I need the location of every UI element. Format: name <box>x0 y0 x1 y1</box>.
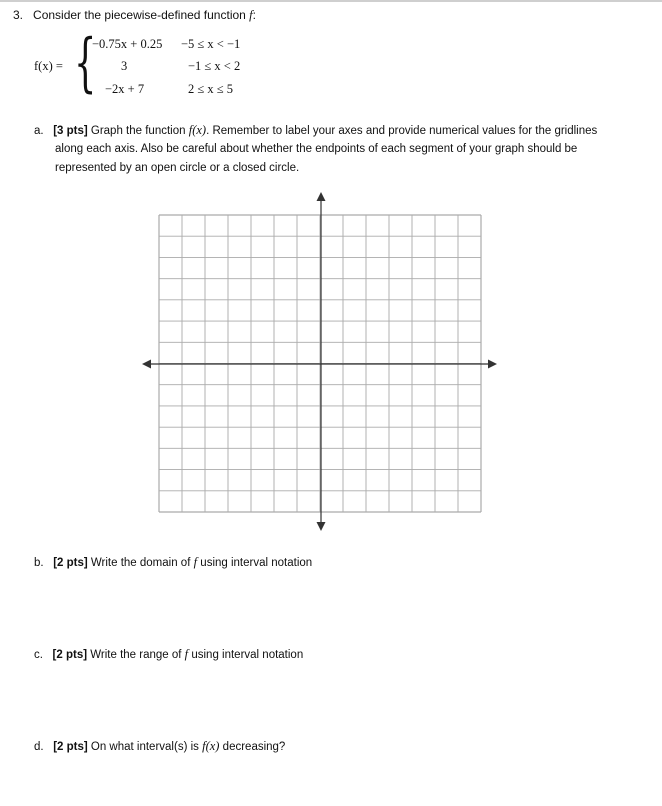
piecewise-row-2-expr: 3 <box>121 59 128 73</box>
part-a-line3: represented by an open circle or a closed circle. <box>55 162 300 174</box>
part-c-math: f <box>184 647 189 661</box>
part-b-post: using interval notation <box>200 557 313 569</box>
question-text: Consider the piecewise-defined function <box>33 8 246 22</box>
part-d-post: decreasing? <box>222 741 286 753</box>
part-d-points: [2 pts] <box>53 741 88 753</box>
part-d-pre: On what interval(s) is <box>90 741 199 753</box>
part-b-math: f <box>193 555 198 569</box>
piecewise-row-1-expr: −0.75x + 0.25 <box>92 37 163 51</box>
part-c-pre: Write the range of <box>90 649 182 661</box>
part-c-points: [2 pts] <box>52 649 88 661</box>
piecewise-lhs: f(x) = <box>34 59 63 73</box>
axes <box>142 192 497 531</box>
part-a-line1-math: f(x) <box>188 123 207 137</box>
part-a-line1-post: . Remember to label your axes and provide numerical values for the gridlines <box>206 125 598 137</box>
part-b-letter: b. <box>34 557 44 569</box>
piecewise-brace: { <box>74 26 97 100</box>
part-c-post: using interval notation <box>191 649 304 661</box>
part-c-letter: c. <box>34 649 43 661</box>
question-function-name: f <box>249 8 253 22</box>
part-d <box>34 737 285 757</box>
part-a-line2: along each axis. Also be careful about whether the endpoints of each segment of your graph should be <box>55 143 578 155</box>
part-a-line1-pre: Graph the function <box>90 125 186 137</box>
part-a-points: [3 pts] <box>53 125 88 137</box>
part-d-letter: d. <box>34 741 44 753</box>
x-axis-left-arrow <box>142 360 151 369</box>
part-c <box>34 645 303 665</box>
part-b <box>34 553 312 573</box>
piecewise-row-1-cond: −5 ≤ x < −1 <box>181 37 241 51</box>
piecewise-row-3-cond: 2 ≤ x ≤ 5 <box>188 82 233 96</box>
piecewise-row-3-expr: −2x + 7 <box>105 82 145 96</box>
x-axis-right-arrow <box>488 360 497 369</box>
part-b-pre: Write the domain of <box>90 557 191 569</box>
piecewise-row-2-cond: −1 ≤ x < 2 <box>188 59 241 73</box>
part-b-points: [2 pts] <box>53 557 88 569</box>
y-axis-down-arrow <box>317 522 326 531</box>
y-axis-up-arrow <box>317 192 326 201</box>
question-number: 3. <box>13 8 24 22</box>
question-colon: : <box>252 8 256 22</box>
part-d-math: f(x) <box>202 739 220 753</box>
part-a-letter: a. <box>34 125 44 137</box>
